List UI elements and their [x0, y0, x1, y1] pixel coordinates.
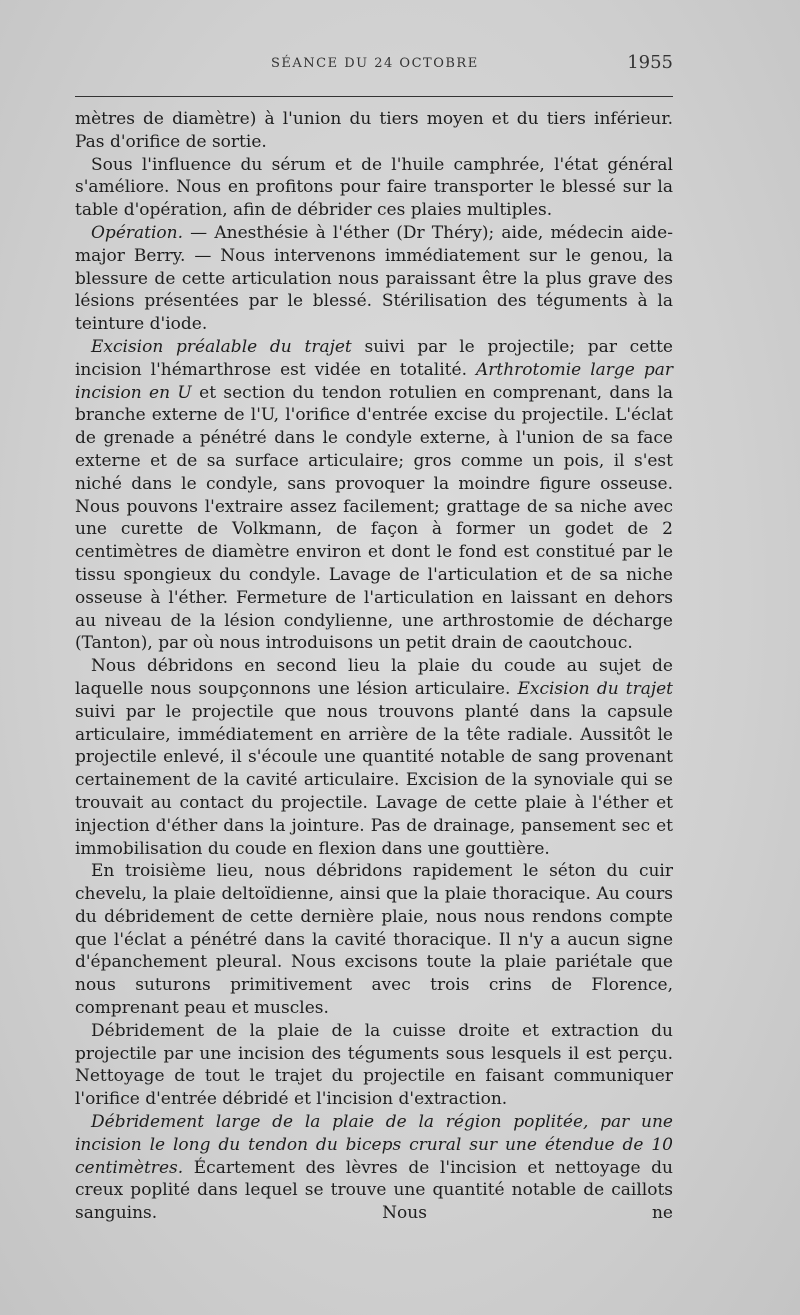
- paragraph-2: [75, 154, 673, 222]
- paragraph-4: [75, 336, 673, 655]
- paragraph-6: [75, 860, 673, 1020]
- page-header: [75, 52, 673, 76]
- paragraph-text-2: et section du tendon rotulien en comprenant, dans la branche externe de l'U, l'orifice d'entrée excise du projectile. L'éclat de grenade a pénétré dans le condyle externe, à l'union de sa face externe et de sa surface articulaire; gros comme un pois, il s'est niché dans le condyle, sans provoquer la moindre figure osseuse. Nous pouvons l'extraire assez facilement; grattage de sa niche avec une curette de Volkmann, de façon à former un godet de 2 centimètres de diamètre environ et dont le fond est constitué par le tissu spongieux du condyle. Lavage de l'articulation et de sa niche osseuse à l'éther. Fermeture de l'articulation en laissant en dehors au niveau de la lésion condylienne, une arthrostomie de décharge (Tanton), par où nous introduisons un petit drain de caoutchouc.: [75, 382, 673, 654]
- paragraph-text: Écartement des lèvres de l'incision et nettoyage du creux poplité dans lequel se trouve une quantité notable de caillots sanguins. Nous ne: [75, 1157, 673, 1224]
- header-rule: [75, 96, 673, 97]
- paragraph-text: En troisième lieu, nous débridons rapidement le séton du cuir chevelu, la plaie deltoïdienne, ainsi que la plaie thoracique. Au cours du débridement de cette dernière plaie, nous nous rendons compte que l'éclat a pénétré dans la cavité thoracique. Il n'y a aucun signe d'épanchement pleural. Nous excisons toute la plaie pariétale que nous suturons primitivement avec trois crins de Florence, comprenant peau et muscles.: [75, 861, 673, 1019]
- paragraph-text: mètres de diamètre) à l'union du tiers moyen et du tiers inférieur. Pas d'orifice de sortie.: [75, 109, 673, 152]
- running-head: SÉANCE DU 24 OCTOBRE: [271, 56, 479, 71]
- paragraph-text: suivi par le projectile; par cette incision l'hémarthrose est vidée en totalité.: [75, 336, 673, 380]
- body-text: [75, 108, 673, 1225]
- page-number: 1955: [627, 52, 673, 73]
- paragraph-lead: Débridement large de la plaie de la région poplitée, par une incision le long du tendon du biceps crural sur une étendue de 10 centimètres.: [75, 1112, 673, 1178]
- paragraph-7: [75, 1020, 673, 1111]
- paragraph-lead-2: Arthrotomie large par incision en U: [75, 359, 673, 403]
- paragraph-text-2: suivi par le projectile que nous trouvons planté dans la capsule articulaire, immédiatement en arrière de la tête radiale. Aussitôt le projectile enlevé, il s'écoule une quantité notable de sang provenant certainement de la cavité articulaire. Excision de la synoviale qui se trouvait au contact du projectile. Lavage de cette plaie à l'éther et injection d'éther dans la jointure. Pas de drainage, pansement sec et immobilisation du coude en flexion dans une gouttière.: [75, 701, 673, 859]
- paragraph-text: Nous débridons en second lieu la plaie du coude au sujet de laquelle nous soupçonnons une lésion articulaire.: [75, 656, 673, 699]
- paragraph-text: Débridement de la plaie de la cuisse droite et extraction du projectile par une incision des téguments sous lesquels il est perçu. Nettoyage de tout le trajet du projectile en faisant communiquer l'orifice d'entrée débridé et l'incision d'extraction.: [75, 1020, 673, 1110]
- paragraph-text: Sous l'influence du sérum et de l'huile camphrée, l'état général s'améliore. Nous en profitons pour faire transporter le blessé sur la table d'opération, afin de débrider ces plaies multiples.: [75, 154, 673, 221]
- paragraph-5: [75, 655, 673, 860]
- paragraph-1: [75, 108, 673, 154]
- paragraph-lead: Opération.: [91, 222, 183, 243]
- paragraph-8: [75, 1111, 673, 1225]
- paragraph-lead: Excision préalable du trajet: [91, 336, 352, 357]
- paragraph-lead-2: Excision du trajet: [517, 678, 673, 699]
- paragraph-text: — Anesthésie à l'éther (Dr Théry); aide, médecin aide-major Berry. — Nous intervenons immédiatement sur le genou, la blessure de cette articulation nous paraissant être la plus grave des lésions présentées par le blessé. Stérilisation des téguments à la teinture d'iode.: [75, 222, 673, 335]
- paragraph-3: [75, 222, 673, 336]
